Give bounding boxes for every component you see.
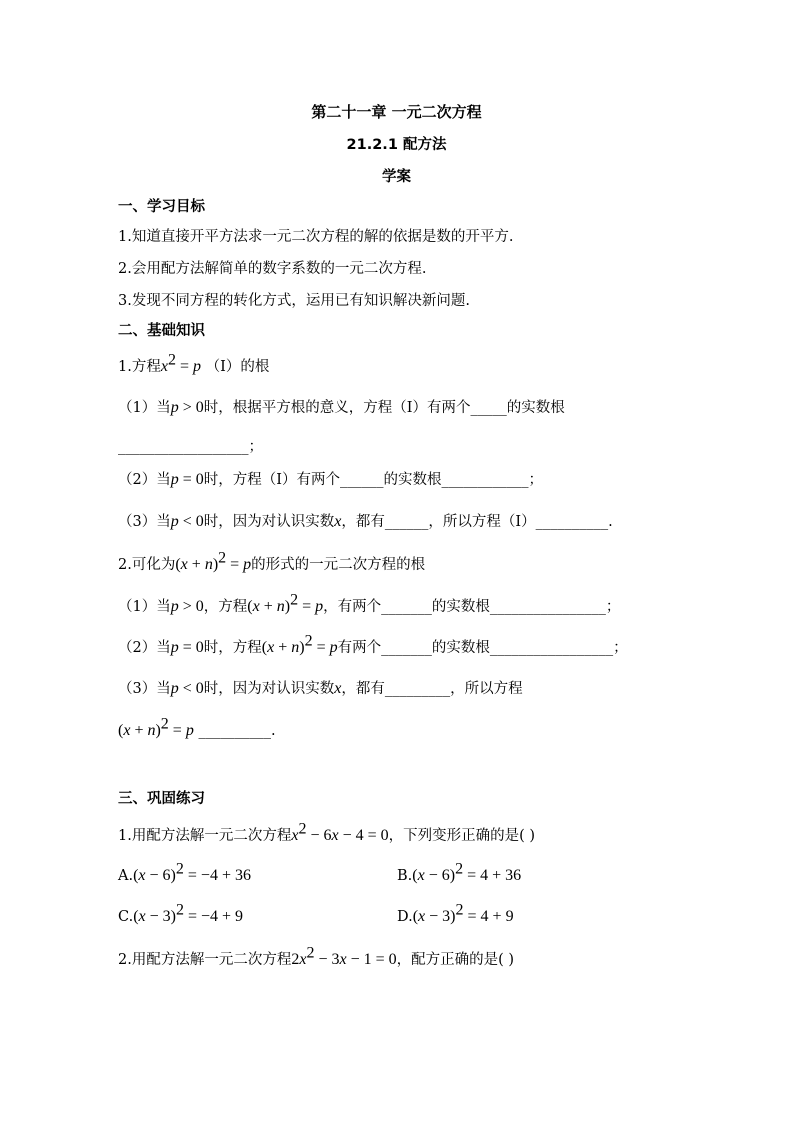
question-2-1-case-3 (118, 512, 613, 532)
choices-row-1 (118, 860, 718, 886)
question-text: （Ⅰ）的根 (205, 359, 270, 375)
case-text: （1）当 (118, 400, 171, 416)
formula: $(x - 6)^2 = 4 + 36$ (412, 860, 522, 884)
case-text: 时，根据平方根的意义，方程（Ⅰ）有两个_____的实数根 (203, 400, 565, 416)
choice-label: A. (118, 868, 134, 884)
goal-item: 3.发现不同方程的转化方式，运用已有知识解决新问题. (118, 293, 470, 309)
choice-c[interactable] (118, 901, 244, 925)
question-2-2-intro (118, 549, 426, 575)
case-text: __________. (198, 723, 276, 739)
formula: $(x - 3)^2 = -4 + 9$ (133, 901, 244, 925)
choices-row-2 (118, 901, 718, 927)
formula: x (334, 513, 342, 530)
case-text: （1）当 (118, 599, 171, 615)
choice-a[interactable] (118, 860, 251, 884)
question-text: ，配方正确的是( ) (396, 952, 515, 968)
choice-label: B. (397, 868, 413, 884)
case-text: 时，因为对认识实数 (203, 681, 335, 697)
formula: $(x + n)^2 = p$ (118, 715, 194, 739)
question-2-1-case-1-blank: __________________； (118, 439, 263, 455)
choice-d[interactable] (397, 901, 514, 927)
formula: p > 0 (170, 598, 204, 615)
formula: p < 0 (170, 680, 204, 697)
formula: p = 0 (170, 471, 204, 488)
section-heading-goals: 一、学习目标 (118, 199, 205, 215)
question-2-2-case-3-cont (118, 715, 276, 741)
formula: $(x + n)^2 = p$ (247, 591, 324, 615)
case-text: 时，因为对认识实数 (203, 514, 335, 530)
question-2-2-case-3 (118, 679, 523, 699)
case-text: ，都有______，所以方程（Ⅰ）__________. (341, 514, 613, 530)
practice-question-2 (118, 944, 515, 970)
section-heading-practice: 三、巩固练习 (118, 791, 205, 807)
question-text: 1.方程 (118, 359, 161, 375)
case-text: （2）当 (118, 472, 171, 488)
formula: $(x + n)^2 = p$ (261, 632, 338, 656)
choice-label: D. (397, 909, 413, 925)
formula: p = 0 (170, 639, 204, 656)
formula: $2x^2 - 3x - 1 = 0$ (291, 944, 397, 968)
case-text: （3）当 (118, 681, 171, 697)
case-text: ，有两个_______的实数根________________； (323, 599, 621, 615)
case-text: 时，方程 (203, 640, 262, 656)
question-2-2-case-1 (118, 591, 621, 617)
choice-label: C. (118, 909, 134, 925)
case-text: ，方程 (203, 599, 248, 615)
choice-b[interactable] (397, 860, 522, 886)
section-title: 21.2.1 配方法 (346, 137, 447, 153)
goal-item: 1.知道直接开平方法求一元二次方程的解的依据是数的开平方. (118, 229, 514, 245)
formula: $x^2 = p$ (160, 351, 201, 375)
question-text: 的形式的一元二次方程的根 (251, 557, 426, 573)
practice-question-1 (118, 820, 536, 846)
formula: $(x - 3)^2 = 4 + 9$ (412, 901, 514, 925)
formula: x (334, 680, 342, 697)
formula: p < 0 (170, 513, 204, 530)
question-2-1-case-1 (118, 398, 565, 418)
formula: p > 0 (170, 399, 204, 416)
question-2-1-intro (118, 351, 270, 377)
case-text: （3）当 (118, 514, 171, 530)
question-text: 2.可化为 (118, 557, 176, 573)
question-text: 1.用配方法解一元二次方程 (118, 828, 292, 844)
case-text: 有两个_______的实数根_________________； (337, 640, 628, 656)
chapter-title: 第二十一章 一元二次方程 (311, 103, 482, 121)
goal-item: 2.会用配方法解简单的数字系数的一元二次方程. (118, 261, 427, 277)
question-text: 2.用配方法解一元二次方程 (118, 952, 292, 968)
formula: $(x + n)^2 = p$ (175, 549, 252, 573)
case-text: ，都有_________，所以方程 (341, 681, 523, 697)
formula: $(x - 6)^2 = -4 + 36$ (133, 860, 251, 884)
formula: $x^2 - 6x - 4 = 0$ (291, 820, 389, 844)
section-heading-basics: 二、基础知识 (118, 323, 205, 339)
question-text: ，下列变形正确的是( ) (388, 828, 536, 844)
subtitle: 学案 (382, 169, 411, 185)
case-text: 时，方程（Ⅰ）有两个______的实数根____________； (203, 472, 543, 488)
question-2-2-case-2 (118, 632, 628, 658)
question-2-1-case-2 (118, 470, 543, 490)
case-text: （2）当 (118, 640, 171, 656)
